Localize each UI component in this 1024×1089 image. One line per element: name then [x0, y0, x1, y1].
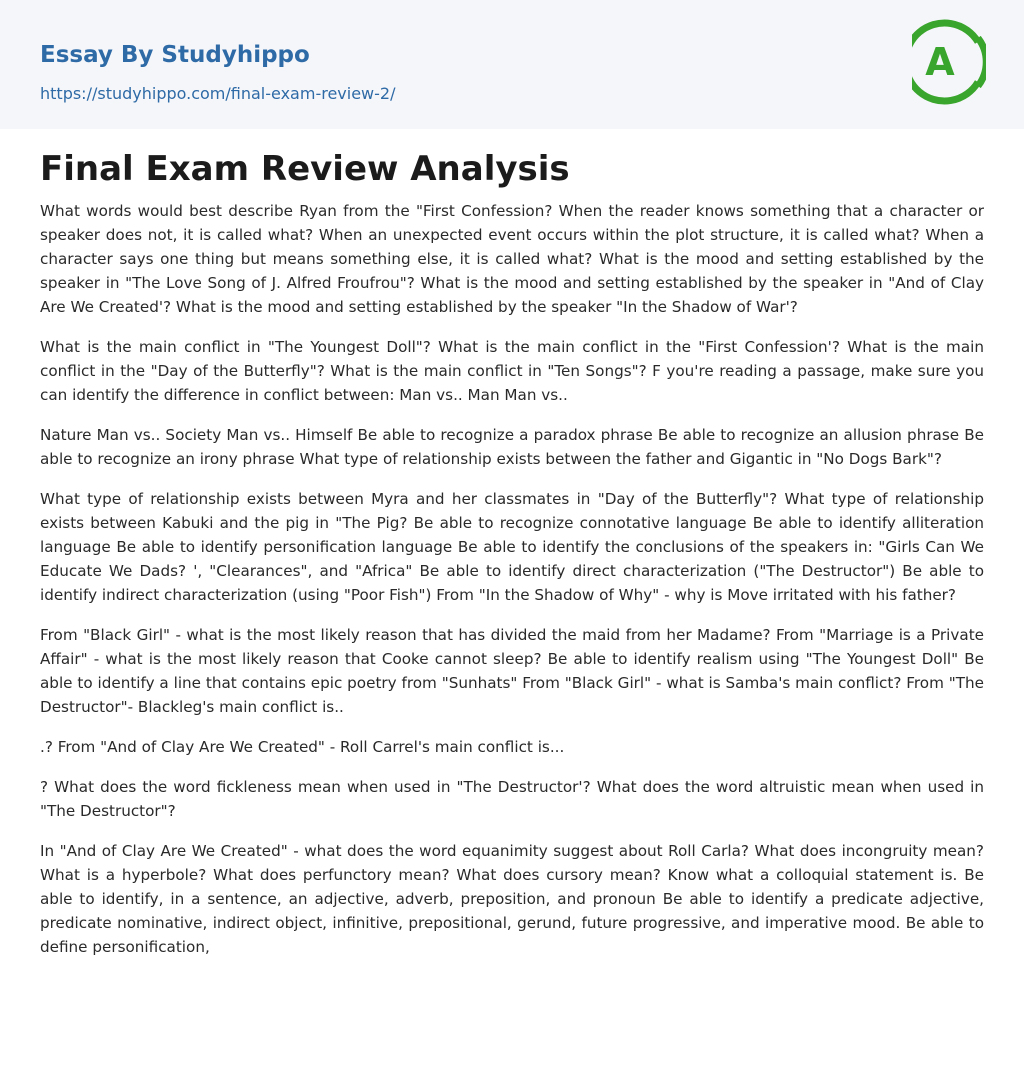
- paragraph-8: In "And of Clay Are We Created" - what does the word equanimity suggest about Roll Carla? What does incongruity mean? What is a hyperbole? What does perfunctory mean? What does cursory mean? Know what a colloquial statement is. Be able to identify, in a sentence, an adjective, adverb, preposition, and pronoun Be able to identify a predicate adjective, predicate nominative, indirect object, infinitive, prepositional, gerund, future progressive, and imperative mood. Be able to define personification,: [40, 842, 984, 956]
- article: [0, 129, 1024, 959]
- logo-letter: A: [925, 40, 955, 84]
- paragraph-5: From "Black Girl" - what is the most likely reason that has divided the maid from her Madame? From "Marriage is a Private Affair" - what is the most likely reason that Cooke cannot sleep? Be able to identify realism using "The Youngest Doll" Be able to identify a line that contains epic poetry from "Sunhats" From "Black Girl" - what is Samba's main conflict? From "The Destructor"- Blackleg's main conflict is..: [40, 626, 984, 716]
- paragraph-7: ? What does the word fickleness mean when used in "The Destructor'? What does the word altruistic mean when used in "The Destructor"?: [40, 778, 984, 820]
- brand-title: Essay By Studyhippo: [40, 42, 310, 68]
- paragraph-6: .? From "And of Clay Are We Created" - Roll Carrel's main conflict is...: [40, 738, 565, 756]
- page-title: Final Exam Review Analysis: [40, 149, 570, 189]
- paragraph-4: What type of relationship exists between Myra and her classmates in "Day of the Butterfly"? What type of relationship exists between Kabuki and the pig in "The Pig? Be able to recognize connotative language Be able to identify alliteration language Be able to identify personification language Be able to identify the conclusions of the speakers in: "Girls Can We Educate We Dads? ', "Clearances", and "Africa" Be able to identify direct characterization ("The Destructor") Be able to identify indirect characterization (using "Poor Fish") From "In the Shadow of Why" - why is Move irritated with his father?: [40, 490, 984, 604]
- studyhippo-logo-icon[interactable]: [912, 19, 986, 105]
- paragraph-3: Nature Man vs.. Society Man vs.. Himself Be able to recognize a paradox phrase Be able to recognize an allusion phrase Be able to recognize an irony phrase What type of relationship exists between the father and Gigantic in "No Dogs Bark"?: [40, 426, 984, 468]
- paragraph-1: What words would best describe Ryan from the "First Confession? When the reader knows something that a character or speaker does not, it is called what? When an unexpected event occurs within the plot structure, it is called what? When a character says one thing but means something else, it is called what? What is the mood and setting established by the speaker in "The Love Song of J. Alfred Froufrou"? What is the mood and setting established by the speaker in "And of Clay Are We Created'? What is the mood and setting established by the speaker "In the Shadow of War'?: [40, 202, 984, 316]
- paragraph-2: What is the main conflict in "The Youngest Doll"? What is the main conflict in the "First Confession'? What is the main conflict in the "Day of the Butterfly"? What is the main conflict in "Ten Songs"? F you're reading a passage, make sure you can identify the difference in conflict between: Man vs.. Man Man vs..: [40, 338, 984, 404]
- essay-url-link[interactable]: https://studyhippo.com/final-exam-review-2/: [40, 84, 396, 103]
- page-header: [0, 0, 1024, 129]
